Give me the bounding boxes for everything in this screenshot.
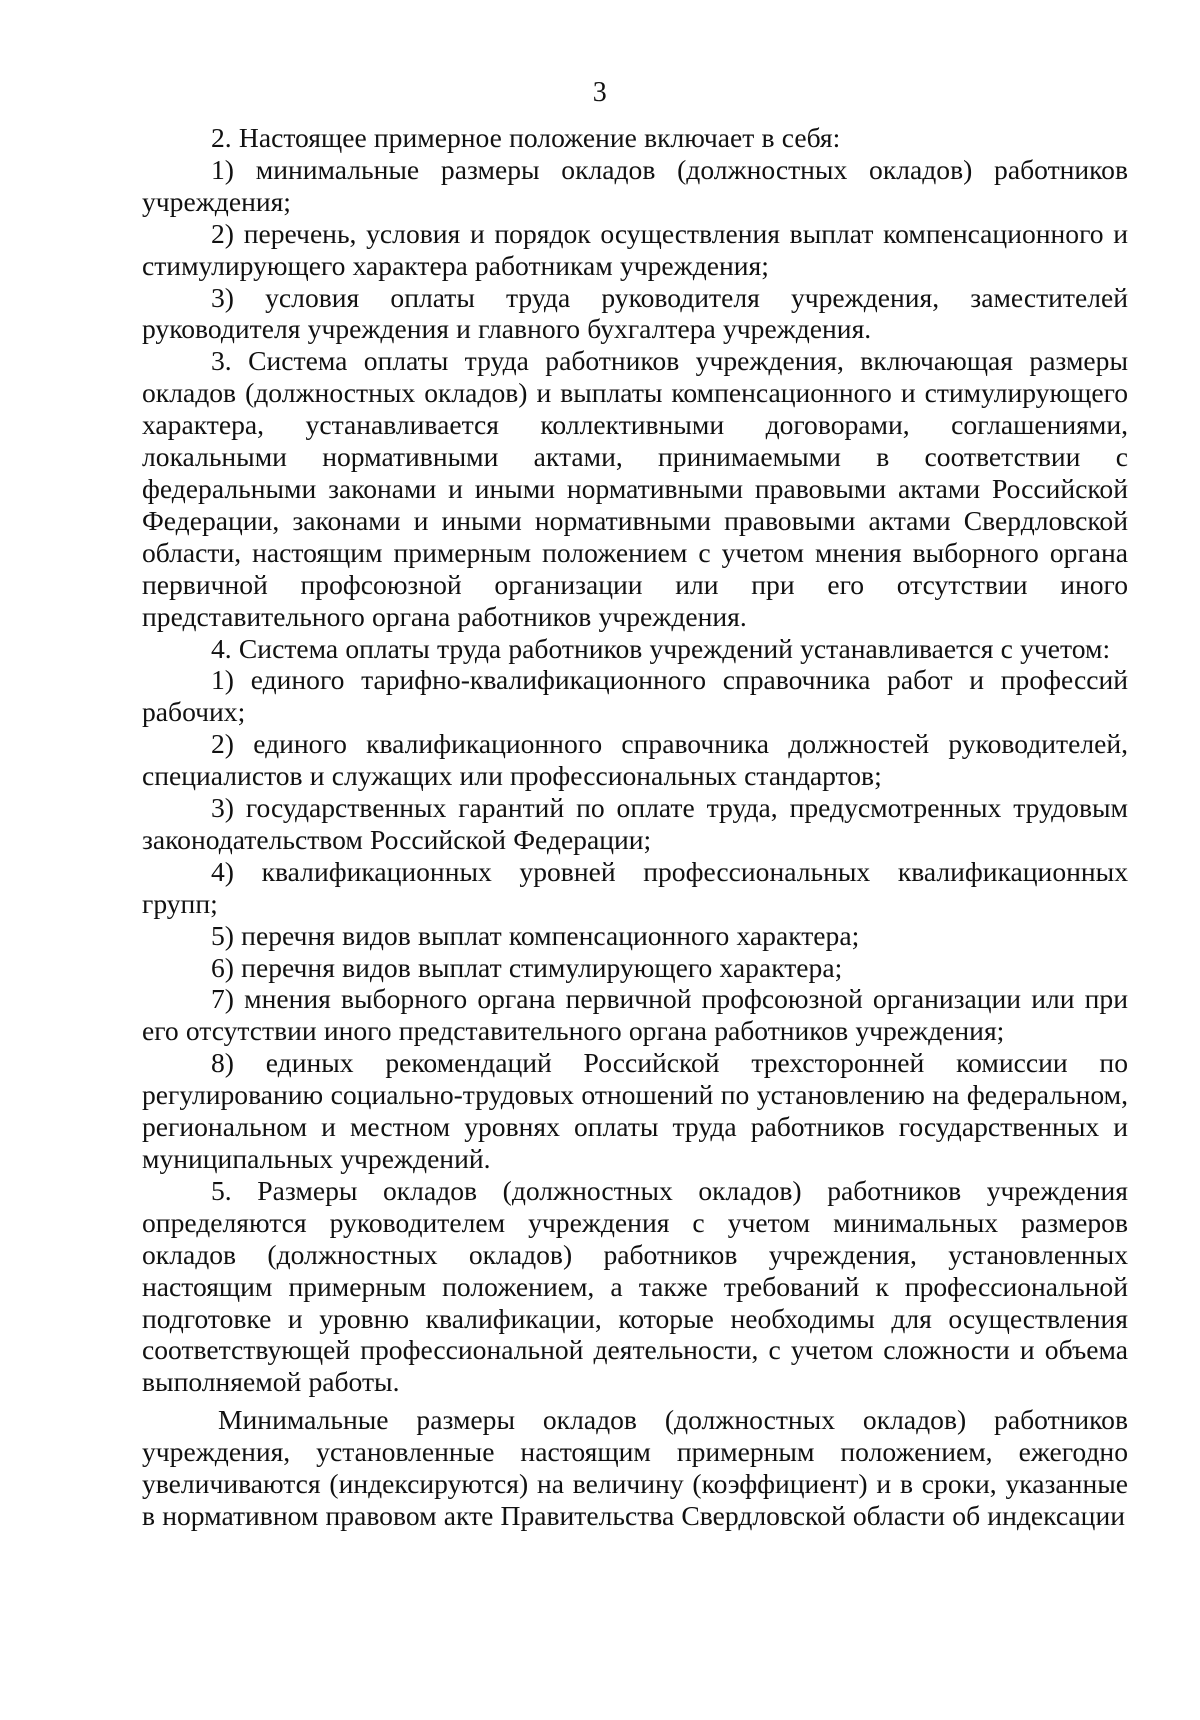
paragraph-clause-4-item-8: 8) единых рекомендаций Российской трехсторонней комиссии по регулированию социально-трудовых отношений по установлению на федеральном, региональном и местном уровнях оплаты труда работников государственных и муниципальных учреждений. (142, 1047, 1128, 1174)
paragraph-clause-4-intro: 4. Система оплаты труда работников учреждений устанавливается с учетом: (211, 632, 1111, 664)
paragraph-clause-5-continuation: Минимальные размеры окладов (должностных окладов) работников учреждения, установленные настоящим примерным положением, ежегодно увеличиваются (индексируются) на величину (коэффициент) и в сроки, указанные в нормативном правовом акте Правительства Свердловской области об индексации (142, 1404, 1128, 1531)
paragraph-clause-4-item-6: 6) перечня видов выплат стимулирующего характера; (211, 951, 843, 983)
paragraph-clause-5: 5. Размеры окладов (должностных окладов) работников учреждения определяются руководителем учреждения с учетом минимальных размеров окладов (должностных окладов) работников учреждения, установленных настоящим примерным положением, а также требований к профессиональной подготовке и уровню квалификации, которые необходимы для осуществления соответствующей профессиональной деятельности, с учетом сложности и объема выполняемой работы. (142, 1174, 1128, 1398)
paragraph-clause-4-item-5: 5) перечня видов выплат компенсационного характера; (211, 919, 860, 951)
paragraph-clause-4-item-4: 4) квалификационных уровней профессиональных квалификационных групп; (142, 855, 1128, 919)
paragraph-clause-4-item-7: 7) мнения выборного органа первичной профсоюзной организации или при его отсутствии иного представительного органа работников учреждения; (142, 983, 1128, 1047)
paragraph-clause-4-item-2: 2) единого квалификационного справочника должностей руководителей, специалистов и служащих или профессиональных стандартов; (142, 728, 1128, 792)
paragraph-clause-2-intro: 2. Настоящее примерное положение включает в себя: (211, 122, 841, 153)
paragraph-clause-2-item-2: 2) перечень, условия и порядок осуществления выплат компенсационного и стимулирующего характера работникам учреждения; (142, 217, 1128, 281)
paragraph-clause-4-item-3: 3) государственных гарантий по оплате труда, предусмотренных трудовым законодательством Российской Федерации; (142, 792, 1128, 855)
paragraph-clause-2-item-1: 1) минимальные размеры окладов (должностных окладов) работников учреждения; (142, 153, 1128, 217)
paragraph-clause-4-item-1: 1) единого тарифно-квалификационного справочника работ и профессий рабочих; (142, 664, 1128, 728)
paragraph-clause-2-item-3: 3) условия оплаты труда руководителя учреждения, заместителей руководителя учреждения и главного бухгалтера учреждения. (142, 281, 1128, 345)
page-number: 3 (592, 77, 608, 108)
document-body (142, 122, 1128, 1532)
paragraph-clause-3: 3. Система оплаты труда работников учреждения, включающая размеры окладов (должностных окладов) и выплаты компенсационного и стимулирующего характера, устанавливается коллективными договорами, соглашениями, локальными нормативными актами, принимаемыми в соответствии с федеральными законами и иными нормативными правовыми актами Российской Федерации, законами и иными нормативными правовыми актами Свердловской области, настоящим примерным положением с учетом мнения выборного органа первичной профсоюзной организации или при его отсутствии иного представительного органа работников учреждения. (142, 345, 1128, 632)
